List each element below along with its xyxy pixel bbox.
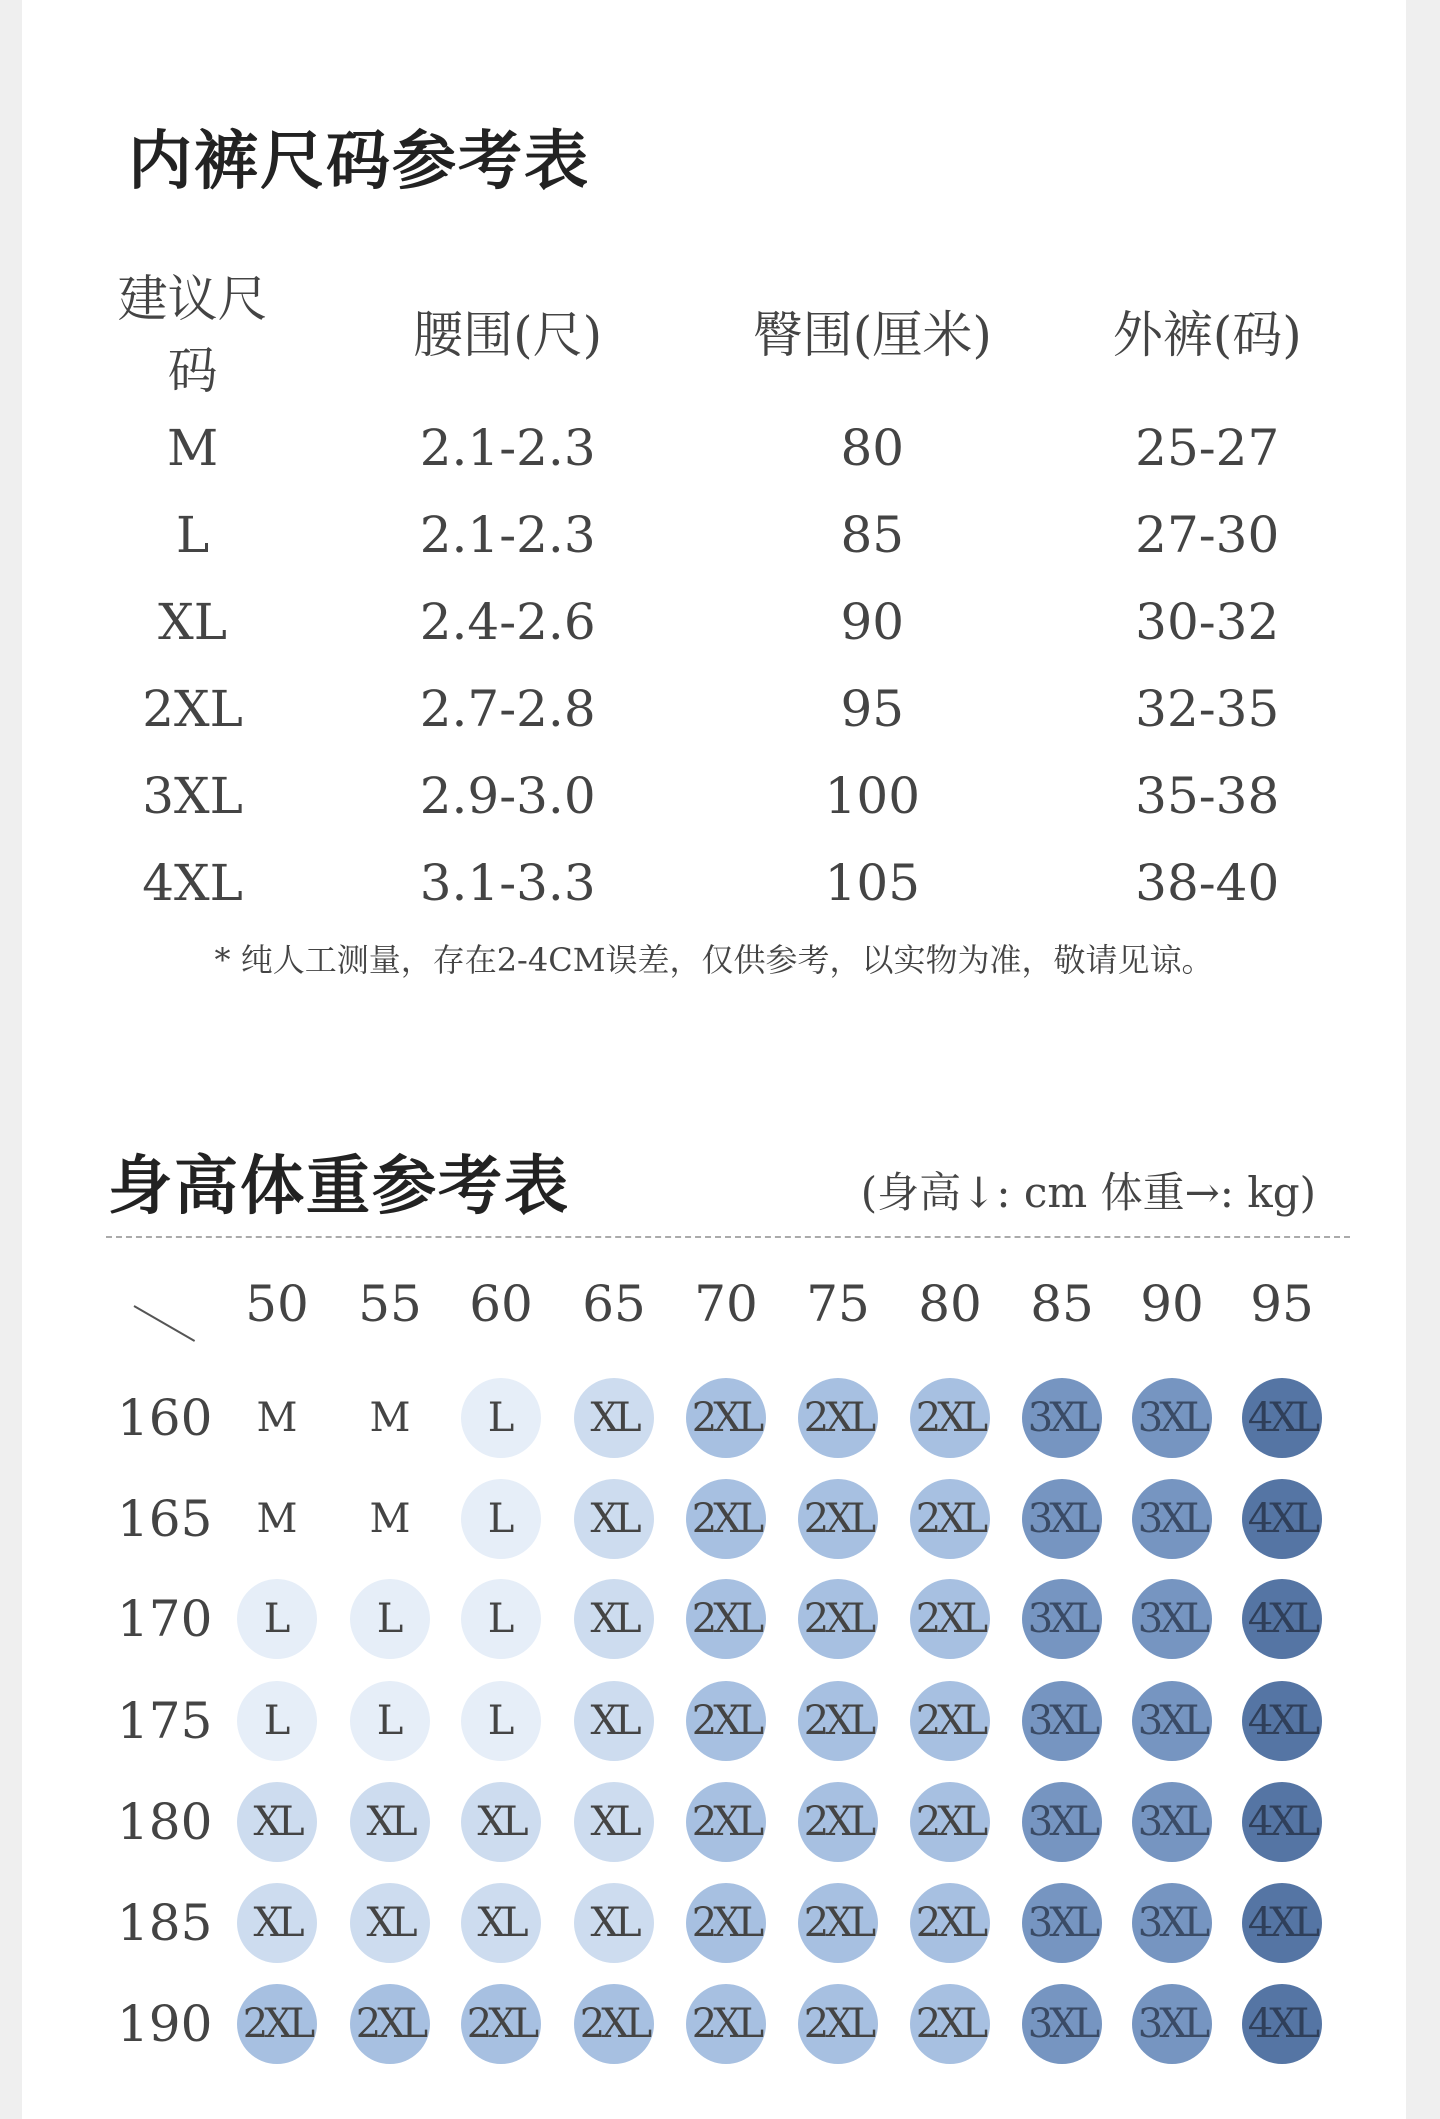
- size-badge: 2XL: [237, 1984, 317, 2064]
- size-badge: 2XL: [798, 1782, 878, 1862]
- height-label: 190: [117, 1995, 213, 2053]
- size-badge: 3XL: [1022, 1883, 1102, 1963]
- size-badge: 3XL: [1132, 1681, 1212, 1761]
- size-badge: 3XL: [1022, 1378, 1102, 1458]
- size-badge: 2XL: [798, 1883, 878, 1963]
- cell-size: 2XL: [142, 679, 243, 738]
- weight-label: 70: [694, 1275, 758, 1333]
- size-badge: 2XL: [798, 1479, 878, 1559]
- size-badge: L: [350, 1579, 430, 1659]
- size-badge: 3XL: [1132, 1479, 1212, 1559]
- size-badge: 2XL: [686, 1883, 766, 1963]
- size-badge: XL: [461, 1883, 541, 1963]
- size-badge: 2XL: [910, 1479, 990, 1559]
- table-row: [92, 839, 1392, 926]
- size-badge: 2XL: [686, 1782, 766, 1862]
- cell-hip: 80: [840, 418, 905, 477]
- size-badge: 2XL: [574, 1984, 654, 2064]
- size-badge: 3XL: [1132, 1883, 1212, 1963]
- size-table: [92, 258, 1392, 926]
- height-label: 180: [117, 1793, 213, 1851]
- size-badge: XL: [574, 1782, 654, 1862]
- weight-label: 75: [806, 1275, 870, 1333]
- table-row: [92, 491, 1392, 578]
- corner-slash: [134, 1305, 196, 1342]
- size-badge: 3XL: [1132, 1782, 1212, 1862]
- size-badge: 4XL: [1242, 1782, 1322, 1862]
- dashed-divider: [106, 1236, 1350, 1238]
- cell-waist: 2.9-3.0: [419, 766, 596, 825]
- header-waist: 腰围(尺): [413, 306, 603, 364]
- size-badge: XL: [574, 1883, 654, 1963]
- size-badge: 2XL: [686, 1479, 766, 1559]
- cell-hip: 105: [824, 853, 921, 912]
- size-badge: 2XL: [910, 1883, 990, 1963]
- size-badge: XL: [574, 1479, 654, 1559]
- size-badge: 3XL: [1022, 1579, 1102, 1659]
- measurement-note: * 纯人工测量，存在2-4CM误差，仅供参考，以实物为准，敬请见谅。: [214, 941, 1214, 979]
- header-hip: 臀围(厘米): [752, 306, 992, 364]
- unit-note: (身高↓: cm 体重→: kg): [860, 1168, 1316, 1217]
- size-badge: XL: [350, 1883, 430, 1963]
- table-row: [92, 665, 1392, 752]
- size-badge: L: [237, 1579, 317, 1659]
- size-badge: M: [369, 1395, 411, 1441]
- weight-label: 90: [1140, 1275, 1204, 1333]
- size-badge: 2XL: [798, 1378, 878, 1458]
- weight-label: 55: [358, 1275, 422, 1333]
- cell-hip: 95: [840, 679, 905, 738]
- weight-label: 50: [245, 1275, 309, 1333]
- cell-waist: 3.1-3.3: [419, 853, 596, 912]
- size-badge: 4XL: [1242, 1378, 1322, 1458]
- cell-hip: 90: [840, 592, 905, 651]
- size-badge: 2XL: [798, 1681, 878, 1761]
- cell-waist: 2.1-2.3: [419, 418, 596, 477]
- size-badge: 4XL: [1242, 1883, 1322, 1963]
- size-badge: XL: [574, 1681, 654, 1761]
- size-badge: 3XL: [1022, 1681, 1102, 1761]
- size-badge: 2XL: [910, 1782, 990, 1862]
- cell-pants: 35-38: [1135, 766, 1280, 825]
- size-table-header-row: [92, 258, 1392, 404]
- size-badge: M: [256, 1395, 298, 1441]
- size-badge: 3XL: [1022, 1984, 1102, 2064]
- table-row: [92, 404, 1392, 491]
- weight-label: 95: [1250, 1275, 1314, 1333]
- size-badge: 2XL: [910, 1579, 990, 1659]
- cell-size: 3XL: [142, 766, 243, 825]
- header-pants: 外裤(码): [1112, 306, 1302, 364]
- cell-size: 4XL: [142, 853, 243, 912]
- cell-size: XL: [158, 592, 227, 651]
- size-badge: L: [461, 1479, 541, 1559]
- cell-size: L: [175, 505, 210, 564]
- size-badge: 3XL: [1132, 1984, 1212, 2064]
- weight-label: 60: [469, 1275, 533, 1333]
- size-badge: XL: [461, 1782, 541, 1862]
- size-badge: XL: [237, 1782, 317, 1862]
- weight-label: 80: [918, 1275, 982, 1333]
- size-badge: 2XL: [910, 1681, 990, 1761]
- height-label: 160: [117, 1389, 213, 1447]
- size-badge: 3XL: [1022, 1479, 1102, 1559]
- cell-waist: 2.1-2.3: [419, 505, 596, 564]
- height-label: 170: [117, 1590, 213, 1648]
- table-row: [92, 752, 1392, 839]
- size-badge: L: [461, 1681, 541, 1761]
- weight-label: 85: [1030, 1275, 1094, 1333]
- size-badge: L: [350, 1681, 430, 1761]
- size-badge: 3XL: [1022, 1782, 1102, 1862]
- height-weight-title: 身高体重参考表: [108, 1149, 570, 1224]
- cell-waist: 2.7-2.8: [419, 679, 596, 738]
- size-badge: XL: [574, 1579, 654, 1659]
- size-badge: XL: [574, 1378, 654, 1458]
- size-badge: M: [369, 1496, 411, 1542]
- size-badge: 3XL: [1132, 1579, 1212, 1659]
- size-badge: 2XL: [461, 1984, 541, 2064]
- cell-pants: 32-35: [1135, 679, 1280, 738]
- size-badge: 4XL: [1242, 1681, 1322, 1761]
- cell-waist: 2.4-2.6: [419, 592, 596, 651]
- cell-pants: 30-32: [1135, 592, 1280, 651]
- size-table-title: 内裤尺码参考表: [128, 124, 590, 199]
- cell-hip: 85: [840, 505, 905, 564]
- size-badge: 2XL: [798, 1579, 878, 1659]
- size-badge: 2XL: [686, 1984, 766, 2064]
- height-label: 185: [117, 1894, 213, 1952]
- size-badge: 2XL: [686, 1378, 766, 1458]
- size-badge: 4XL: [1242, 1579, 1322, 1659]
- size-badge: 2XL: [910, 1984, 990, 2064]
- size-badge: 3XL: [1132, 1378, 1212, 1458]
- page: [22, 0, 1406, 2119]
- size-badge: 2XL: [686, 1681, 766, 1761]
- height-label: 175: [117, 1692, 213, 1750]
- size-badge: 2XL: [686, 1579, 766, 1659]
- cell-pants: 27-30: [1135, 505, 1280, 564]
- size-badge: L: [461, 1579, 541, 1659]
- size-badge: 4XL: [1242, 1984, 1322, 2064]
- size-badge: 2XL: [910, 1378, 990, 1458]
- cell-pants: 25-27: [1135, 418, 1280, 477]
- size-badge: XL: [237, 1883, 317, 1963]
- size-badge: 4XL: [1242, 1479, 1322, 1559]
- size-badge: L: [237, 1681, 317, 1761]
- size-badge: XL: [350, 1782, 430, 1862]
- size-badge: 2XL: [350, 1984, 430, 2064]
- cell-size: M: [166, 418, 219, 477]
- size-badge: L: [461, 1378, 541, 1458]
- cell-hip: 100: [824, 766, 921, 825]
- height-label: 165: [117, 1490, 213, 1548]
- size-badge: 2XL: [798, 1984, 878, 2064]
- weight-label: 65: [582, 1275, 646, 1333]
- size-badge: M: [256, 1496, 298, 1542]
- header-size: 建议尺码: [117, 270, 268, 400]
- table-row: [92, 578, 1392, 665]
- cell-pants: 38-40: [1135, 853, 1280, 912]
